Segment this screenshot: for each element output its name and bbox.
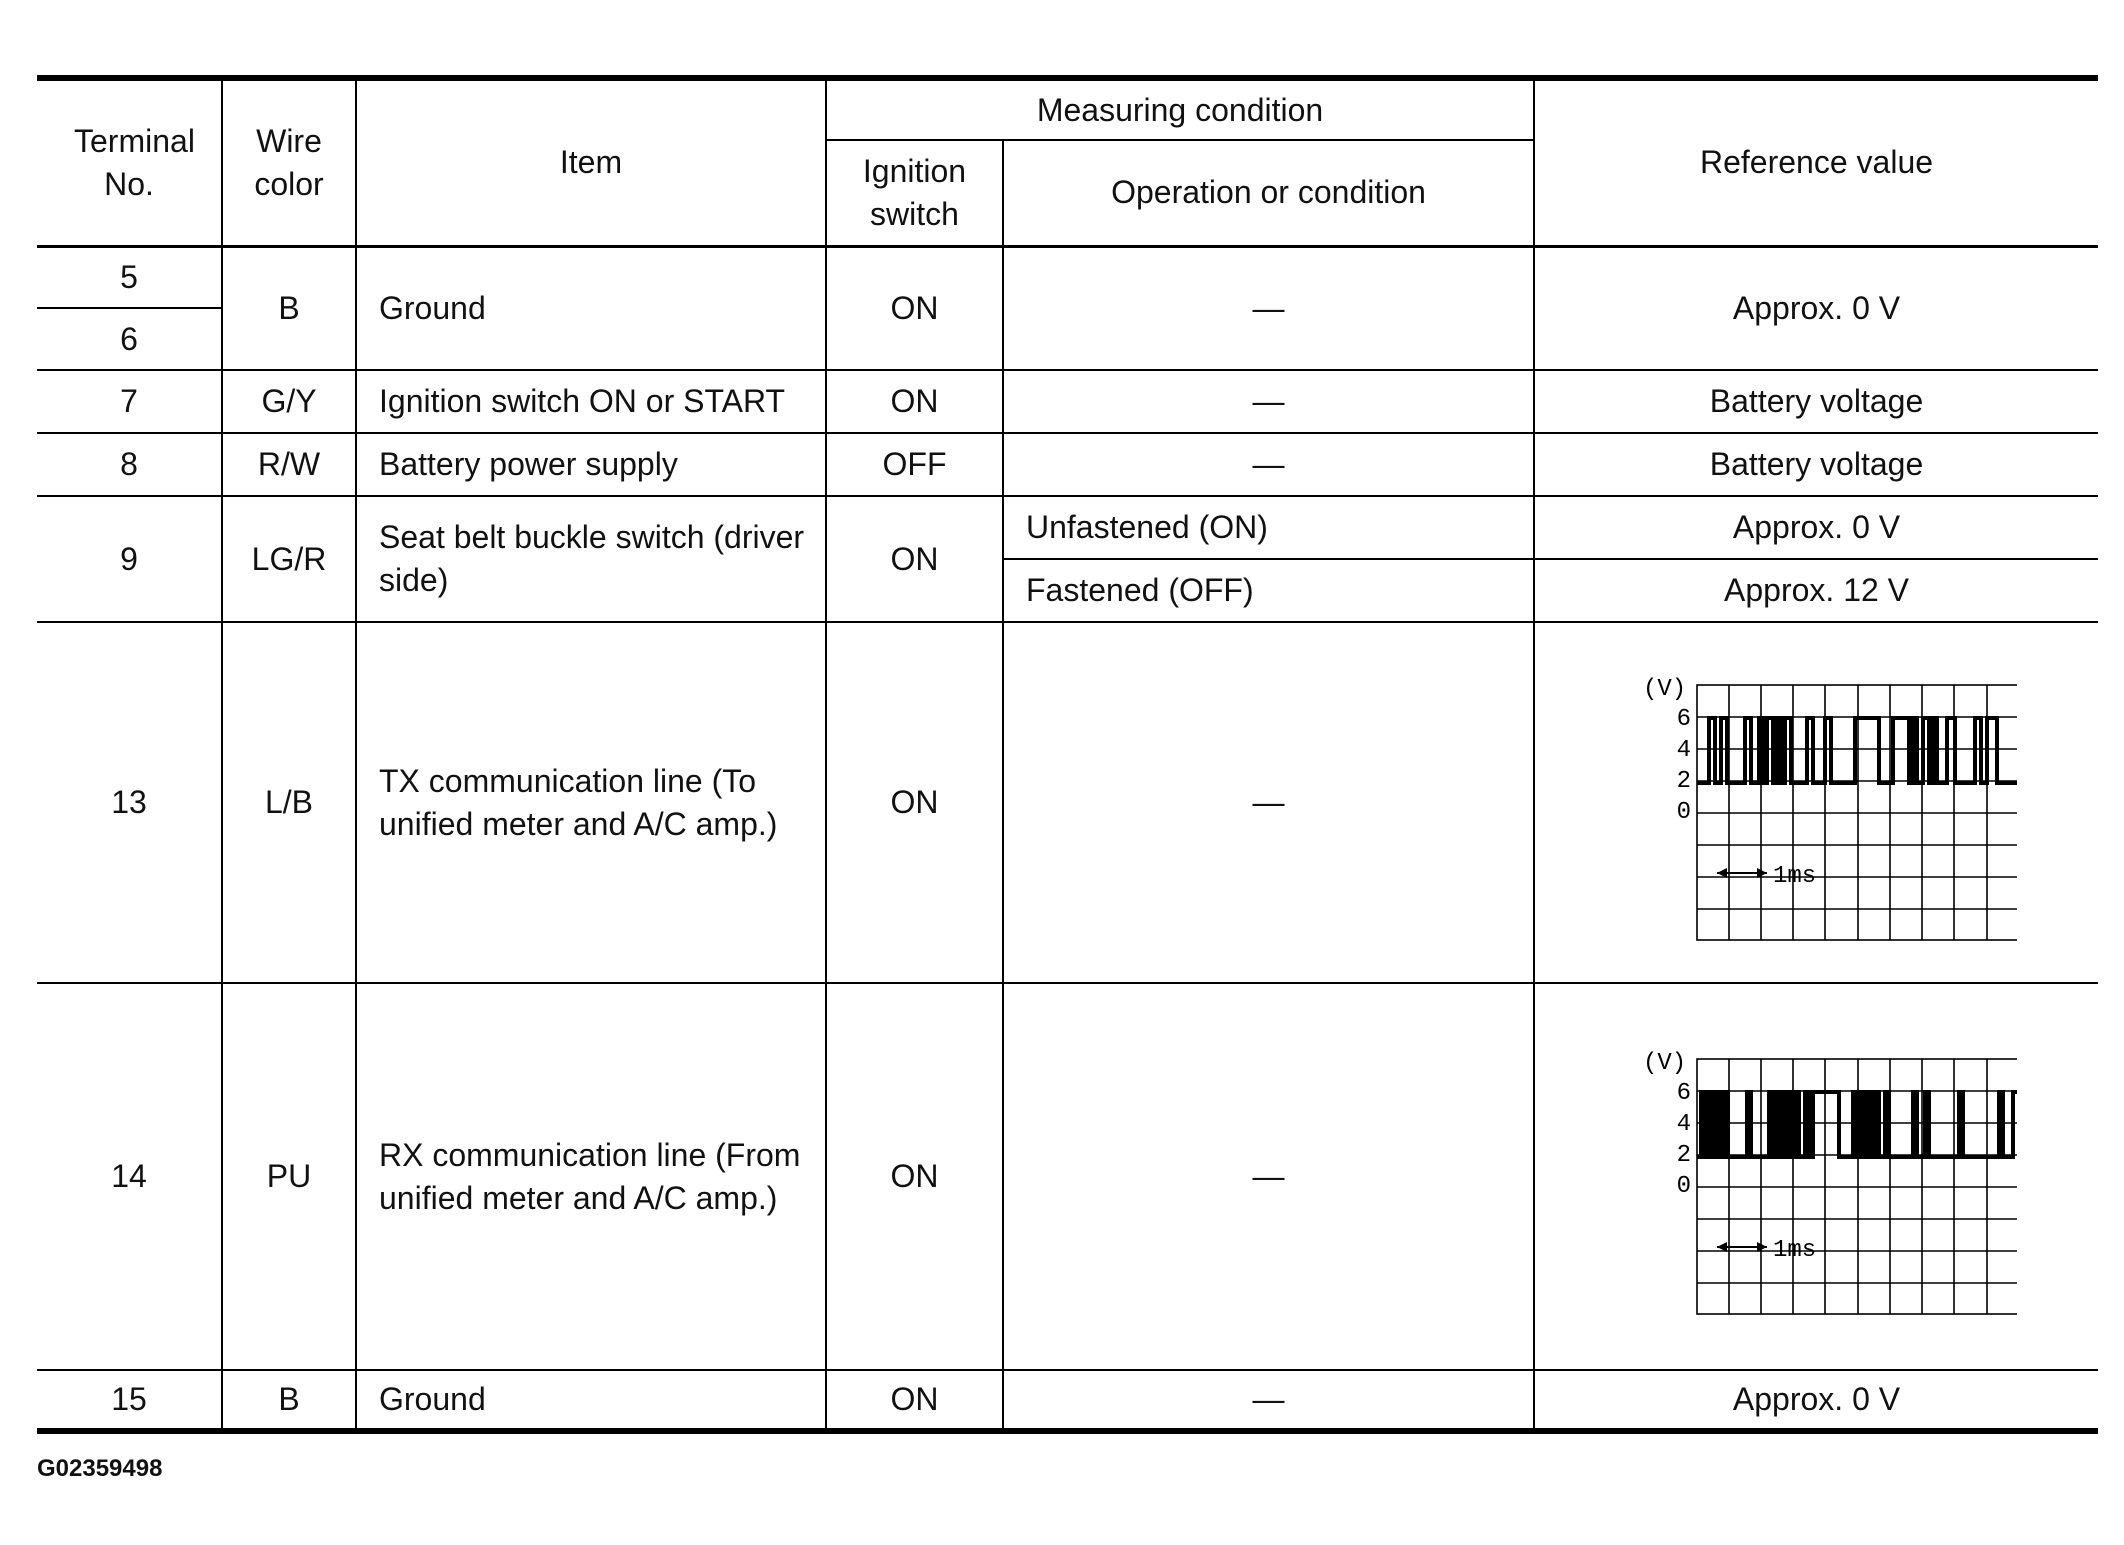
- wire-color-cell: LG/R: [222, 496, 356, 622]
- ignition-cell: ON: [826, 370, 1003, 433]
- reference-cell: Battery voltage: [1534, 370, 2098, 433]
- y-tick-label: 4: [1676, 1110, 1691, 1138]
- wire-color-cell: G/Y: [222, 370, 356, 433]
- table-row: [37, 433, 2098, 496]
- condition-cell: —: [1003, 433, 1534, 496]
- item-cell: Ground: [356, 1370, 826, 1431]
- wire-color-cell: B: [222, 246, 356, 370]
- item-cell: Seat belt buckle switch (driver side): [356, 496, 826, 622]
- header-reference-value: Reference value: [1534, 78, 2098, 246]
- terminal-cell: 8: [37, 433, 222, 496]
- terminal-reference-table: [37, 75, 2098, 1434]
- reference-cell: Approx. 12 V: [1534, 559, 2098, 622]
- condition-cell: —: [1003, 246, 1534, 370]
- wire-color-cell: R/W: [222, 433, 356, 496]
- terminal-cell: 14: [37, 983, 222, 1370]
- y-tick-label: 6: [1676, 705, 1691, 733]
- terminal-cell: 9: [37, 496, 222, 622]
- reference-cell: [1534, 983, 2098, 1370]
- terminal-cell: 5: [37, 246, 222, 308]
- ignition-cell: ON: [826, 496, 1003, 622]
- table-row: [37, 246, 2098, 308]
- y-tick-label: 6: [1676, 1079, 1691, 1107]
- y-tick-labels: [1676, 1080, 1690, 1200]
- table-row: [37, 622, 2098, 983]
- wire-color-cell: B: [222, 1370, 356, 1431]
- header-ignition-switch: Ignition switch: [826, 140, 1003, 246]
- y-tick-label: 4: [1676, 736, 1691, 764]
- ignition-cell: ON: [826, 246, 1003, 370]
- condition-cell: —: [1003, 983, 1534, 1370]
- item-cell: RX communication line (From unified meter and A/C amp.): [356, 983, 826, 1370]
- ignition-cell: ON: [826, 983, 1003, 1370]
- figure-code: G02359498: [37, 1455, 163, 1482]
- condition-cell: —: [1003, 370, 1534, 433]
- rx-signal-trace: [1697, 1092, 2017, 1157]
- terminal-cell: 6: [37, 308, 222, 370]
- tx-waveform-graph: [1617, 663, 2017, 943]
- y-tick-label: 2: [1676, 767, 1691, 795]
- volt-unit-label: (V): [1642, 1049, 1686, 1077]
- condition-cell: —: [1003, 1370, 1534, 1431]
- y-tick-labels: [1676, 706, 1690, 826]
- item-cell: Ground: [356, 246, 826, 370]
- condition-cell: Unfastened (ON): [1003, 496, 1534, 559]
- table-row: [37, 370, 2098, 433]
- y-tick-label: 0: [1676, 798, 1691, 826]
- terminal-spec-sheet: [37, 75, 2098, 1434]
- time-scale-label: 1ms: [1772, 1236, 1816, 1264]
- reference-cell: Approx. 0 V: [1534, 246, 2098, 370]
- header-wire-color: Wire color: [222, 78, 356, 246]
- ignition-cell: ON: [826, 622, 1003, 983]
- rx-waveform-graph: [1617, 1037, 2017, 1317]
- reference-cell: Approx. 0 V: [1534, 1370, 2098, 1431]
- reference-cell: Approx. 0 V: [1534, 496, 2098, 559]
- header-terminal-no: Terminal No.: [37, 78, 222, 246]
- tx-signal-trace: [1697, 718, 2017, 783]
- terminal-cell: 7: [37, 370, 222, 433]
- ignition-cell: OFF: [826, 433, 1003, 496]
- y-tick-label: 0: [1676, 1172, 1691, 1200]
- table-row: [37, 496, 2098, 559]
- wire-color-cell: L/B: [222, 622, 356, 983]
- item-cell: Ignition switch ON or START: [356, 370, 826, 433]
- terminal-cell: 15: [37, 1370, 222, 1431]
- time-scale-label: 1ms: [1772, 862, 1816, 890]
- table-row: [37, 983, 2098, 1370]
- reference-cell: [1534, 622, 2098, 983]
- header-item: Item: [356, 78, 826, 246]
- header-operation-or-condition: Operation or condition: [1003, 140, 1534, 246]
- condition-cell: —: [1003, 622, 1534, 983]
- table-row: [37, 1370, 2098, 1431]
- wire-color-cell: PU: [222, 983, 356, 1370]
- item-cell: TX communication line (To unified meter and A/C amp.): [356, 622, 826, 983]
- header-measuring-condition: Measuring condition: [826, 78, 1534, 140]
- y-tick-label: 2: [1676, 1141, 1691, 1169]
- condition-cell: Fastened (OFF): [1003, 559, 1534, 622]
- ignition-cell: ON: [826, 1370, 1003, 1431]
- item-cell: Battery power supply: [356, 433, 826, 496]
- terminal-cell: 13: [37, 622, 222, 983]
- volt-unit-label: (V): [1642, 675, 1686, 703]
- reference-cell: Battery voltage: [1534, 433, 2098, 496]
